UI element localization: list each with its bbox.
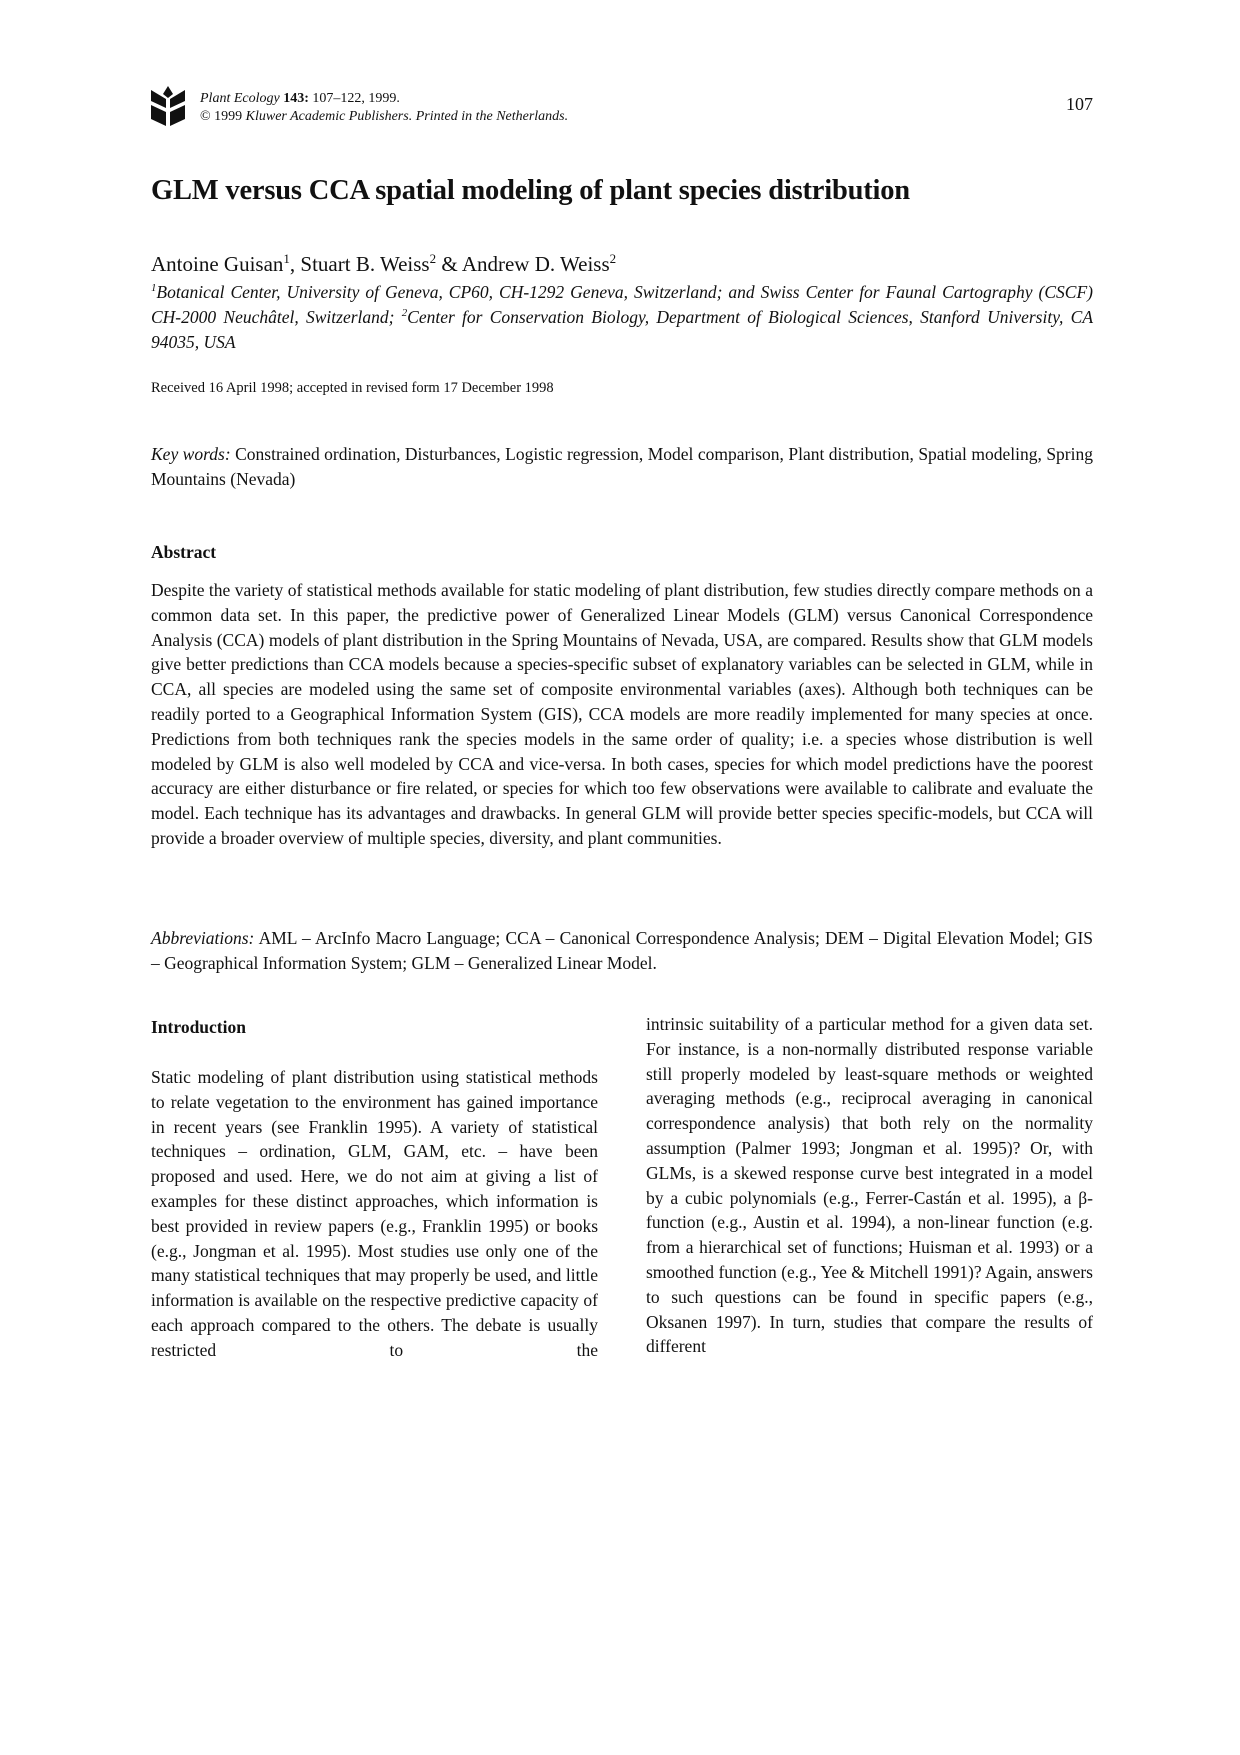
page-number: 107: [1066, 94, 1093, 114]
journal-header: [151, 80, 1093, 136]
printed-note: Printed in the Netherlands.: [415, 109, 569, 124]
author-affiliation-mark: 2: [609, 251, 617, 266]
introduction-right-column: [646, 1012, 1093, 1359]
affiliation-text: Botanical Center, University of Geneva, CP60, CH-1292 Geneva, Switzerland; and Swiss Center for Faunal Cartography (CSCF) CH-2000 Neuchâtel, Switzerland;: [151, 282, 1093, 327]
journal-volume: 143:: [283, 91, 309, 106]
author-separator: &: [436, 252, 462, 276]
author-separator: ,: [289, 252, 301, 276]
affiliation-mark: 2: [401, 307, 408, 320]
author-list: [151, 252, 616, 277]
keywords: [151, 442, 1093, 492]
abstract-heading: Abstract: [151, 542, 217, 562]
body-paragraph: intrinsic suitability of a particular method for a given data set. For instance, is a non-normally distributed response variable still properly modeled by least-square methods or weighted averaging methods (e.g., reciprocal averaging in canonical correspondence analysis) that both rely on the normality assumption (Palmer 1993; Jongman et al. 1995)? Or, with GLMs, is a skewed response curve best integrated in a model by a cubic polynomials (e.g., Ferrer-Castán et al. 1995), a β-function (e.g., Austin et al. 1994), a non-linear function (e.g. from a hierarchical set of functions; Huisman et al. 1993) or a smoothed function (e.g., Yee & Mitchell 1991)? Again, answers to such questions can be found in specific papers (e.g., Oksanen 1997). In turn, studies that compare the results of different: [646, 1014, 1093, 1357]
received-dates: Received 16 April 1998; accepted in revised form 17 December 1998: [151, 380, 554, 396]
abstract-text: Despite the variety of statistical methods available for static modeling of plant distribution, few studies directly compare methods on a common data set. In this paper, the predictive power of Generalized Linear Models (GLM) versus Canonical Correspondence Analysis (CCA) models of plant distribution in the Spring Mountains of Nevada, USA, are compared. Results show that GLM models give better predictions than CCA models because a species-specific subset of explanatory variables can be selected in GLM, while in CCA, all species are modeled using the same set of composite environmental variables (axes). Although both techniques can be readily ported to a Geographical Information System (GIS), CCA models are more readily implemented for many species at once. Predictions from both techniques rank the species models in the same order of quality; i.e. a species whose distribution is well modeled by GLM is also well modeled by CCA and vice-versa. In both cases, species for which model predictions have the poorest accuracy are either disturbance or fire related, or species for which too few observations were available to calibrate and evaluate the model. Each technique has its advantages and drawbacks. In general GLM will provide better species specific-models, but CCA will provide a broader overview of multiple species, diversity, and plant communities.: [151, 580, 1093, 848]
journal-name: Plant Ecology: [200, 91, 280, 106]
affiliations: [151, 280, 1093, 355]
paper-page: [151, 80, 1094, 1360]
paper-title: GLM versus CCA spatial modeling of plant species distribution: [151, 175, 910, 206]
author-affiliation-mark: 2: [429, 251, 437, 266]
author-affiliation-mark: 1: [283, 251, 290, 266]
introduction-heading: Introduction: [151, 1017, 246, 1037]
affiliation-text: Center for Conservation Biology, Department of Biological Sciences, Stanford University, CA 94035, USA: [151, 307, 1094, 352]
keywords-text: Constrained ordination, Disturbances, Logistic regression, Model comparison, Plant distribution, Spatial modeling, Spring Mountains (Nevada): [151, 444, 1094, 489]
body-paragraph: Static modeling of plant distribution using statistical methods to relate vegetation to the environment has gained importance in recent years (see Franklin 1995). A variety of statistical techniques – ordination, GLM, GAM, etc. – have been proposed and used. Here, we do not aim at giving a list of examples for these distinct approaches, which information is best provided in review papers (e.g., Franklin 1995) or books (e.g., Jongman et al. 1995). Most studies use only one of the many statistical techniques that may properly be used, and little information is available on the respective predictive capacity of each approach compared to the others. The debate is usually restricted to the: [151, 1067, 598, 1360]
author-name: Antoine Guisan: [151, 252, 284, 276]
affiliation-mark: 1: [151, 282, 157, 295]
publisher-logo-icon: [151, 86, 185, 126]
journal-pages: 107–122, 1999.: [312, 91, 400, 106]
author-name: Stuart B. Weiss: [300, 252, 430, 276]
copyright-year: © 1999: [200, 109, 243, 124]
abbreviations: [151, 926, 1093, 976]
abbreviations-text: AML – ArcInfo Macro Language; CCA – Canonical Correspondence Analysis; DEM – Digital Elevation Model; GIS – Geographical Information System; GLM – Generalized Linear Model.: [151, 928, 1093, 973]
keywords-label: Key words:: [151, 444, 231, 464]
publisher-name: Kluwer Academic Publishers.: [245, 109, 413, 124]
journal-citation: [200, 90, 568, 126]
author-name: Andrew D. Weiss: [461, 252, 610, 276]
abbreviations-label: Abbreviations:: [151, 928, 255, 948]
introduction-left-column: [151, 1065, 598, 1363]
